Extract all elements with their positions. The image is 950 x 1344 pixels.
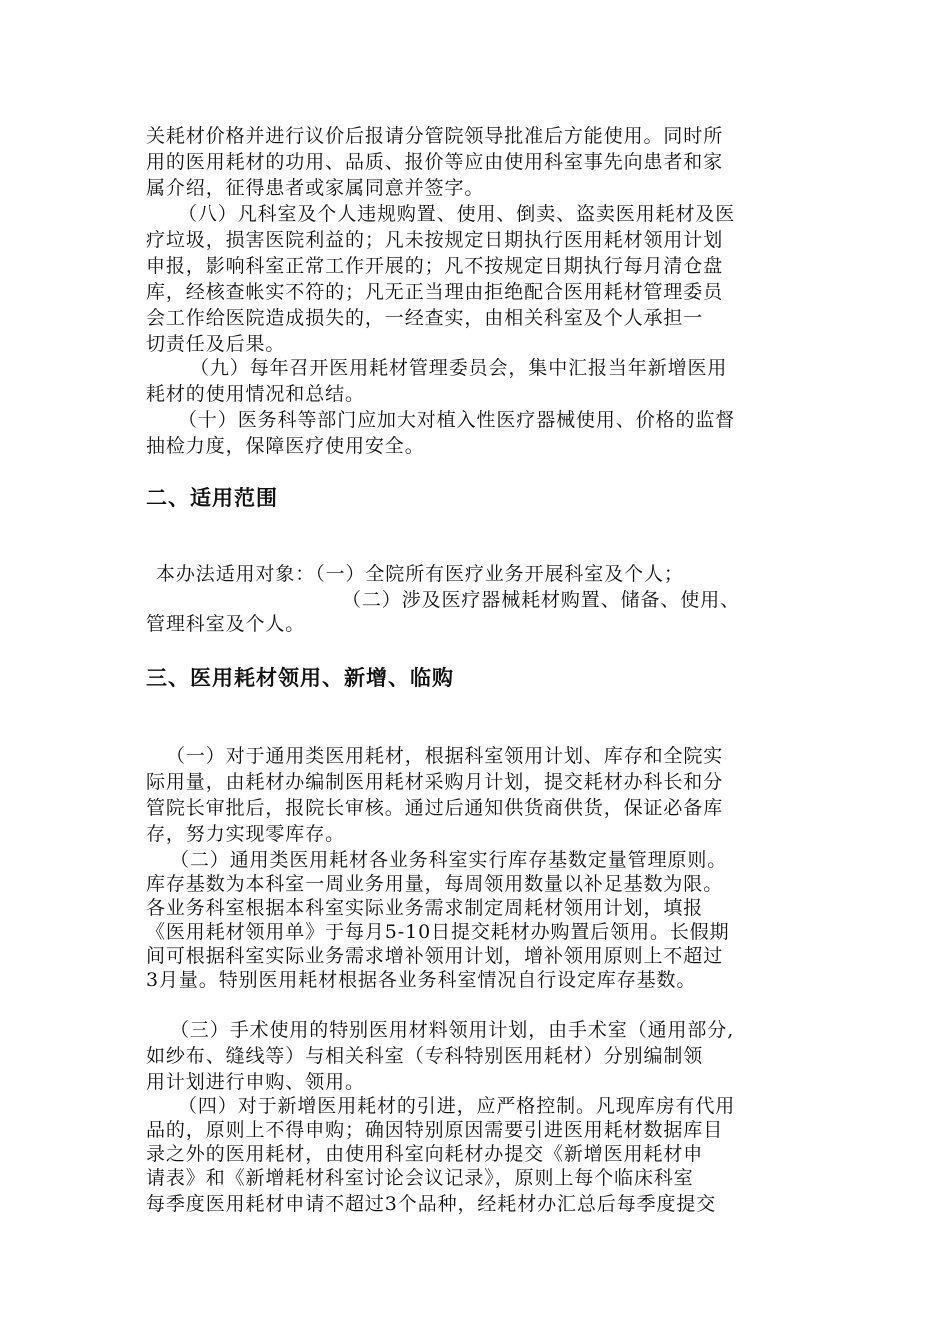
paragraph-line: 库，经核查帐实不符的；凡无正当理由拒绝配合医用耗材管理委员 (146, 281, 724, 303)
paragraph-line: 用计划进行申购、领用。 (146, 1071, 365, 1093)
paragraph-line: 品的，原则上不得申购；确因特别原因需要引进医用耗材数据库目 (146, 1119, 724, 1141)
paragraph-line: （九）每年召开医用耗材管理委员会，集中汇报当年新增医用 (190, 357, 728, 379)
paragraph-line: （一）对于通用类医用耗材，根据科室领用计划、库存和全院实 (166, 745, 724, 767)
paragraph-line: 间可根据科室实际业务需求增补领用计划，增补领用原则上不超过 (146, 945, 724, 967)
paragraph-line: 疗垃圾，损害医院利益的；凡未按规定日期执行医用耗材领用计划 (146, 229, 724, 251)
paragraph-line: 存，努力实现零库存。 (146, 823, 346, 845)
paragraph-line: 各业务科室根据本科室实际业务需求制定周耗材领用计划，填报 (146, 897, 704, 919)
paragraph-line: （三）手术使用的特别医用材料领用计划，由手术室（通用部分, (170, 1019, 735, 1041)
paragraph-line: 抽检力度，保障医疗使用安全。 (146, 435, 425, 457)
section-heading-scope: 二、适用范围 (146, 486, 278, 510)
paragraph-line: （二）通用类医用耗材各业务科室实行库存基数定量管理原则。 (170, 849, 728, 871)
paragraph-line: 库存基数为本科室一周业务用量，每周领用数量以补足基数为限。 (146, 873, 724, 895)
paragraph-line: 《医用耗材领用单》于每月5-10日提交耗材办购置后领用。长假期 (146, 921, 730, 943)
paragraph-line: 如纱布、缝线等）与相关科室（专科特别医用耗材）分别编制领 (146, 1045, 704, 1067)
paragraph-line: 会工作给医院造成损失的，一经查实，由相关科室及个人承担一 (146, 307, 704, 329)
paragraph-line: 本办法适用对象：（一）全院所有医疗业务开展科室及个人； (156, 563, 684, 585)
paragraph-line: 录之外的医用耗材，由使用科室向耗材办提交《新增医用耗材申 (146, 1143, 704, 1165)
paragraph-line: 用的医用耗材的功用、品质、报价等应由使用科室事先向患者和家 (146, 151, 724, 173)
paragraph-line: （二）涉及医疗器械耗材购置、储备、使用、 (342, 589, 741, 611)
paragraph-line: （十）医务科等部门应加大对植入性医疗器械使用、价格的监督 (178, 409, 736, 431)
paragraph-line: 属介绍，征得患者或家属同意并签字。 (146, 177, 485, 199)
section-heading-usage: 三、医用耗材领用、新增、临购 (146, 666, 454, 690)
paragraph-line: 关耗材价格并进行议价后报请分管院领导批准后方能使用。同时所 (146, 125, 724, 147)
paragraph-line: 申报，影响科室正常工作开展的；凡不按规定日期执行每月清仓盘 (146, 255, 724, 277)
paragraph-line: 管理科室及个人。 (146, 613, 306, 635)
paragraph-line: 耗材的使用情况和总结。 (146, 383, 365, 405)
paragraph-line: 3月量。特别医用耗材根据各业务科室情况自行设定库存基数。 (146, 969, 697, 991)
paragraph-line: 每季度医用耗材申请不超过3个品种，经耗材办汇总后每季度提交 (146, 1193, 717, 1215)
paragraph-line: 管院长审批后，报院长审核。通过后通知供货商供货，保证必备库 (146, 797, 724, 819)
paragraph-line: 际用量，由耗材办编制医用耗材采购月计划，提交耗材办科长和分 (146, 771, 724, 793)
paragraph-line: 切责任及后果。 (146, 333, 286, 355)
paragraph-line: （四）对于新增医用耗材的引进，应严格控制。凡现库房有代用 (178, 1095, 736, 1117)
paragraph-line: 请表》和《新增耗材科室讨论会议记录》，原则上每个临床科室 (146, 1167, 694, 1189)
paragraph-line: （八）凡科室及个人违规购置、使用、倒卖、盗卖医用耗材及医 (178, 203, 736, 225)
